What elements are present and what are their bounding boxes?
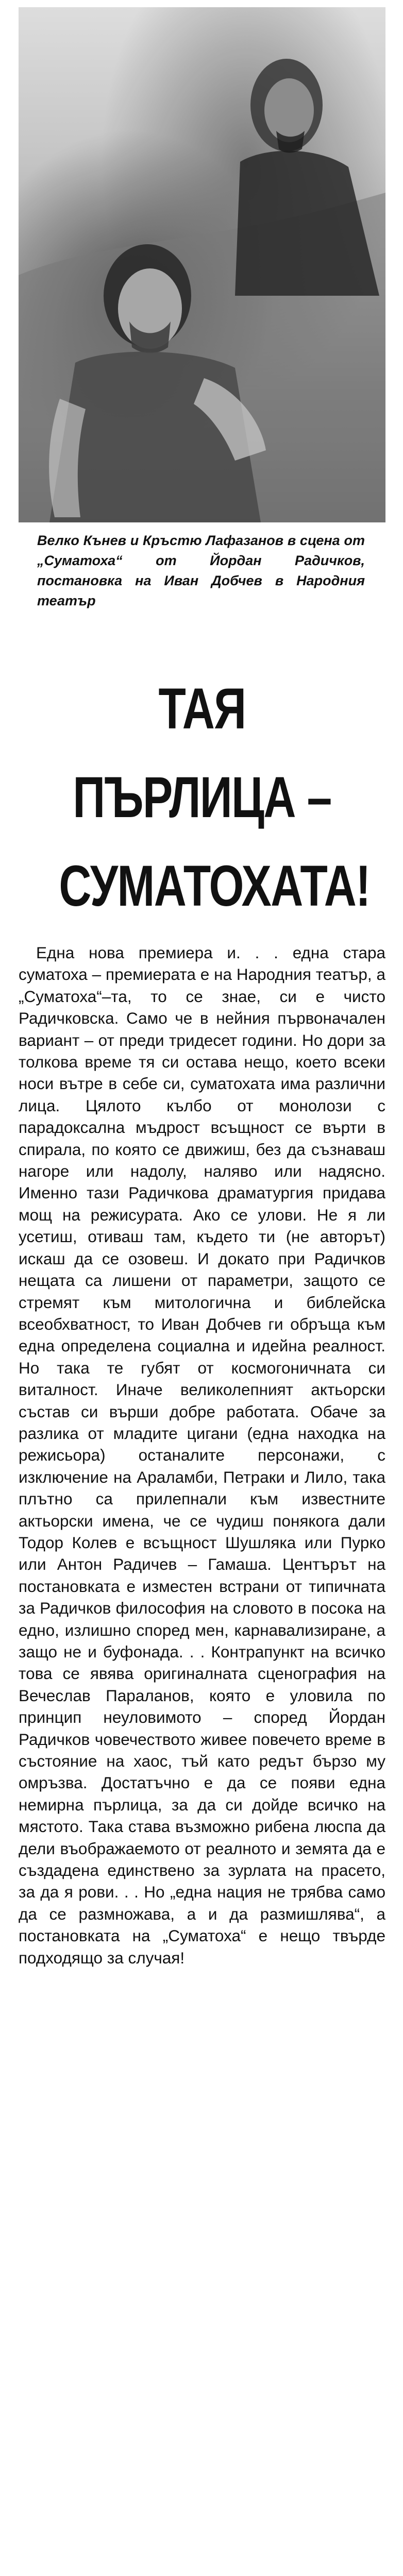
headline-line-2: ПЪРЛИЦА –: [73, 765, 331, 829]
article-body: Една нова премиера и. . . една стара суматоха – премиерата е на Народния театър, а „Суматоха“–та, то се знае, си е чисто Радичковска. Само че в нейния първоначален вариант – от преди тридесет години. Но дори за толкова време тя си остава нещо, което всеки носи вътре в себе си, суматохата има различни лица. Цялото кълбо от монолози с парадоксална мъдрост всъщност се върти в спирала, по която се движиш, без да съзнаваш нагоре или надолу, наляво или надясно. Именно тази Радичкова драматургия придава мощ на режисурата. Ако се улови. Не я ли усетиш, отиваш там, където ти (не авторът) искаш да се озовеш. И докато при Радичков нещата са лишени от параметри, защото се стремят към митологична и библейска всеобхватност, то Иван Добчев ги обръща към една определена социална и идейна реалност. Но така те губят от космогоничната си виталност. Иначе великолепният актьорски състав си върши добре работата. Обаче за разлика от младите цигани (една находка на режисьора) останалите персонажи, с изключение на Араламби, Петраки и Лило, така плътно са прилепнали към известните актьорски имена, че се чудиш понякога дали Тодор Колев е всъщност Шушляка или Пурко или Антон Радичев – Гамаша. Центърът на постановката е изместен встрани от типичната за Радичков философия на словото в посока на едно, излишно според мен, карнавализиране, а защо не и буфонада. . . Контрапункт на всичко това се явява оригиналната сценография на Вечеслав Параланов, която е уловила по принцип неуловимото – според Йордан Радичков човечеството живее повечето време в състояние на хаос, тъй като редът бързо му омръзва. Достатъчно е да се появи една немирна пърлица, за да си дойде всичко на мястото. Така става възможно рибена люспа да дели въображаемото от реалното и земята да е създадена единствено за зурлата на прасето, за да я рови. . . Но „една нация не трябва само да се размножава, а и да размишлява“, а постановката на „Суматоха“ е нещо твърде подходящо за случая!: [19, 943, 385, 1967]
photo-scene: [19, 7, 385, 522]
headline-line-3: СУМАТОХАТА!: [59, 854, 370, 918]
photo-caption: Велко Кънев и Кръстю Лафазанов в сцена от „Суматоха“ от Йордан Радичков, постановка на Иван Добчев в Народния театър: [37, 533, 365, 608]
article-photo: [19, 7, 385, 522]
headline-line-1: ТАЯ: [158, 676, 246, 741]
article-headline: [59, 665, 370, 933]
